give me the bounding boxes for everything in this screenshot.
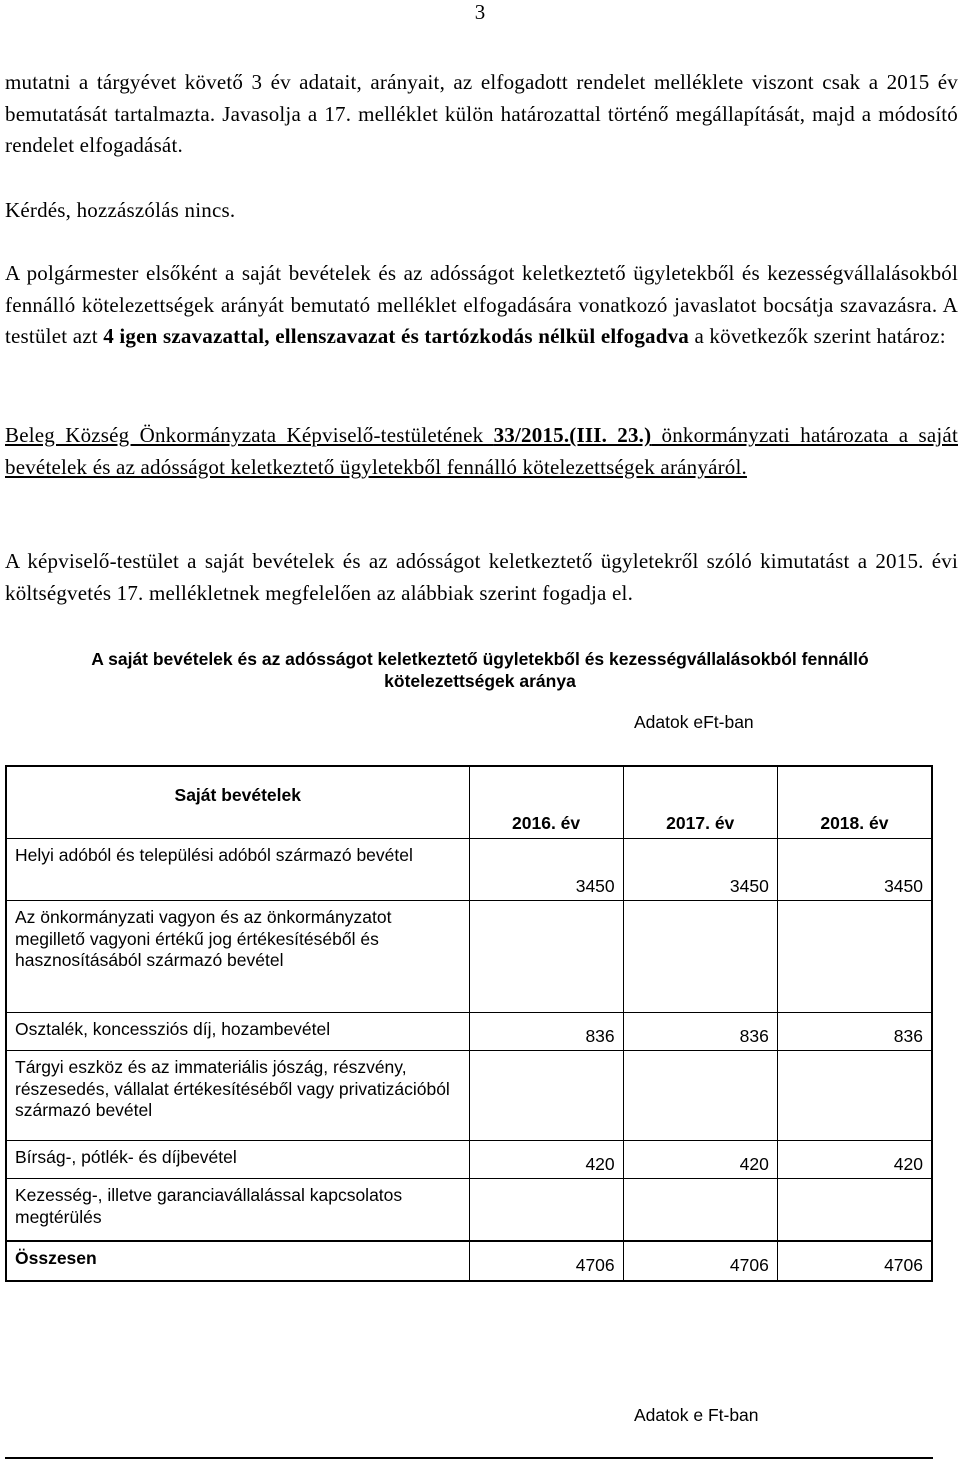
row-label: Tárgyi eszköz és az immateriális jószág, részvény, részesedés, vállalat értékesítéséből vagy privatizációból származó bevétel [6,1051,469,1141]
paragraph-questions: Kérdés, hozzászólás nincs. [5,198,236,222]
table-row [6,901,932,1013]
row-value-2017 [623,901,777,1013]
row-value-2017: 836 [623,1013,777,1051]
row-value-2017 [623,1179,777,1241]
row-value-2018 [777,901,932,1013]
row-value-2017: 420 [623,1141,777,1179]
paragraph-intro: mutatni a tárgyévet követő 3 év adatait, arányait, az elfogadott rendelet melléklete viszont csak a 2015 év bemutatását tartalmazta. Javasolja a 17. melléklet külön határozattal történő megállapítását, majd a módosító rendelet elfogadását. [5,70,958,157]
row-value-2018: 836 [777,1013,932,1051]
row-value-2018 [777,1179,932,1241]
row-value-2018: 3450 [777,839,932,901]
resolution-title-part-c: önkormányzati határozata a saját bevételek és az adósságot keletkeztető ügyletekből fennálló kötelezettségek arányáról. [5,423,958,479]
total-value-2016: 4706 [469,1241,623,1281]
table-row [6,839,932,901]
table-row [6,1051,932,1141]
row-value-2018: 420 [777,1141,932,1179]
table-row [6,1179,932,1241]
row-value-2016 [469,1051,623,1141]
row-value-2017 [623,1051,777,1141]
resolution-title-part-a: Beleg Község Önkormányzata Képviselő-testületének [5,423,494,447]
header-own-revenues: Saját bevételek [6,766,469,839]
page-number: 3 [474,0,486,24]
header-year-2016: 2016. év [469,766,623,839]
total-label: Összesen [6,1241,469,1281]
vote-text: A polgármester elsőként a saját bevételek és az adósságot keletkeztető ügyletekből és kezességvállalásokból fennálló kötelezettségek arányát bemutató melléklet elfogadására vonatkozó javaslatot bocsátja szavazásra. A testület azt [5,261,958,348]
total-value-2018: 4706 [777,1241,932,1281]
paragraph-vote [5,258,958,353]
resolution-number: 33/2015.(III. 23.) [493,423,652,447]
revenue-table [5,765,933,1282]
row-value-2016: 836 [469,1013,623,1051]
table-row [6,1141,932,1179]
table-row [6,1013,932,1051]
row-value-2016 [469,901,623,1013]
row-value-2017: 3450 [623,839,777,901]
table-total-row [6,1241,932,1281]
header-year-2018: 2018. év [777,766,932,839]
row-value-2018 [777,1051,932,1141]
unit-note-bottom: Adatok e Ft-ban [634,1405,759,1425]
resolution-title [5,420,958,483]
row-label: Az önkormányzati vagyon és az önkormányzatot megillető vagyoni értékű jog értékesítéséből és hasznosításából származó bevétel [6,901,469,1013]
row-label: Bírság-, pótlék- és díjbevétel [6,1141,469,1179]
total-value-2017: 4706 [623,1241,777,1281]
row-value-2016: 3450 [469,839,623,901]
row-label: Kezesség-, illetve garanciavállalással kapcsolatos megtérülés [6,1179,469,1241]
row-value-2016: 420 [469,1141,623,1179]
unit-note-top: Adatok eFt-ban [634,712,754,732]
vote-result: 4 igen szavazattal, ellenszavazat és tartózkodás nélkül elfogadva [103,324,690,348]
paragraph-decision: A képviselő-testület a saját bevételek és az adósságot keletkeztető ügyletekről szóló kimutatást a 2015. évi költségvetés 17. mellékletnek megfelelően az alábbiak szerint fogadja el. [5,549,958,605]
row-label: Helyi adóból és települési adóból származó bevétel [6,839,469,901]
row-label: Osztalék, koncessziós díj, hozambevétel [6,1013,469,1051]
row-value-2016 [469,1179,623,1241]
header-year-2017: 2017. év [623,766,777,839]
bottom-table-border [5,1457,933,1459]
table-title: A saját bevételek és az adósságot keletkeztető ügyletekből és kezességvállalásokból fennálló kötelezettségek aránya [91,649,869,691]
vote-text-end: a következők szerint határoz: [689,324,946,348]
table-header-row [6,766,932,839]
